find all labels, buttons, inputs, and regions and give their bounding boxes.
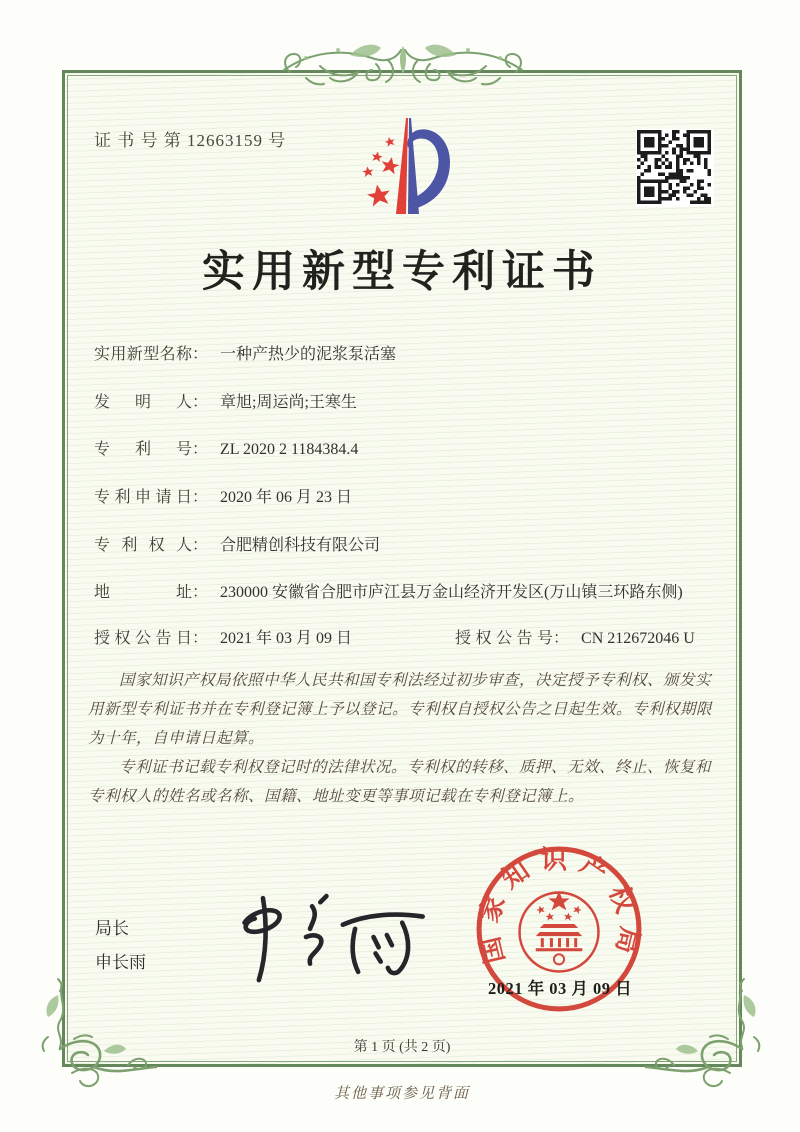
field-value: 230000 安徽省合肥市庐江县万金山经济开发区(万山镇三环路东侧) [220, 584, 683, 601]
signer-title: 局长 [95, 919, 129, 938]
signature-icon [222, 883, 437, 987]
field-row [94, 439, 714, 461]
field-value: CN 212672046 U [581, 630, 695, 647]
certificate-title: 实用新型专利证书 [202, 249, 602, 296]
field-row [94, 392, 714, 414]
body-paragraph: 国家知识产权局依照中华人民共和国专利法经过初步审查，决定授予专利权、颁发实用新型专利证书并在专利登记簿上予以登记。专利权自授权公告之日起生效。专利权期限为十年，自申请日起算。 [88, 672, 713, 747]
field-value: 章旭;周运尚;王寒生 [220, 394, 357, 411]
field-colon: ： [192, 346, 209, 363]
field-row [94, 535, 714, 557]
field-label: 实用新型名称 [94, 346, 192, 363]
field-value: 2020 年 06 月 23 日 [220, 489, 353, 506]
page-footer: 第 1 页 (共 2 页) [353, 1040, 451, 1055]
top-ornament-icon [280, 26, 526, 102]
field-colon: ： [192, 441, 209, 458]
seal-date: 2021 年 03 月 09 日 [487, 979, 633, 998]
signer-name: 申长雨 [95, 953, 146, 972]
field-colon: ： [553, 630, 570, 647]
field-label: 专利号 [94, 441, 192, 458]
field-value: ZL 2020 2 1184384.4 [220, 441, 359, 458]
field-label: 地址 [94, 584, 192, 601]
certificate-number: 证 书 号 第 12663159 号 [94, 131, 287, 150]
field-colon: ： [192, 630, 209, 647]
field-colon: ： [192, 537, 209, 554]
field-value: 2021 年 03 月 09 日 [220, 630, 353, 647]
field-colon: ： [192, 394, 209, 411]
field-label: 授权公告日 [94, 630, 192, 647]
field-value: 合肥精创科技有限公司 [220, 537, 381, 554]
field-row [94, 628, 714, 650]
field-label: 专利申请日 [94, 489, 192, 506]
body-text [88, 666, 718, 811]
field-row [94, 487, 714, 509]
seal-text: 国家知识产权局 [473, 845, 645, 967]
cnipa-logo-icon [338, 114, 462, 226]
back-note: 其他事项参见背面 [333, 1086, 470, 1102]
qr-code [636, 129, 714, 207]
body-paragraph: 专利证书记载专利权登记时的法律状况。专利权的转移、质押、无效、终止、恢复和专利权人的姓名或名称、国籍、地址变更等事项记载在专利登记簿上。 [88, 759, 712, 805]
field-label: 专利权人 [94, 537, 192, 554]
field-row [94, 344, 714, 366]
field-label: 发明人 [94, 394, 192, 411]
national-emblem-icon [520, 891, 599, 971]
field-colon: ： [192, 489, 209, 506]
field-label: 授权公告号 [455, 630, 553, 647]
field-colon: ： [192, 584, 209, 601]
field-value: 一种产热少的泥浆泵活塞 [220, 346, 397, 363]
field-row [94, 582, 714, 604]
